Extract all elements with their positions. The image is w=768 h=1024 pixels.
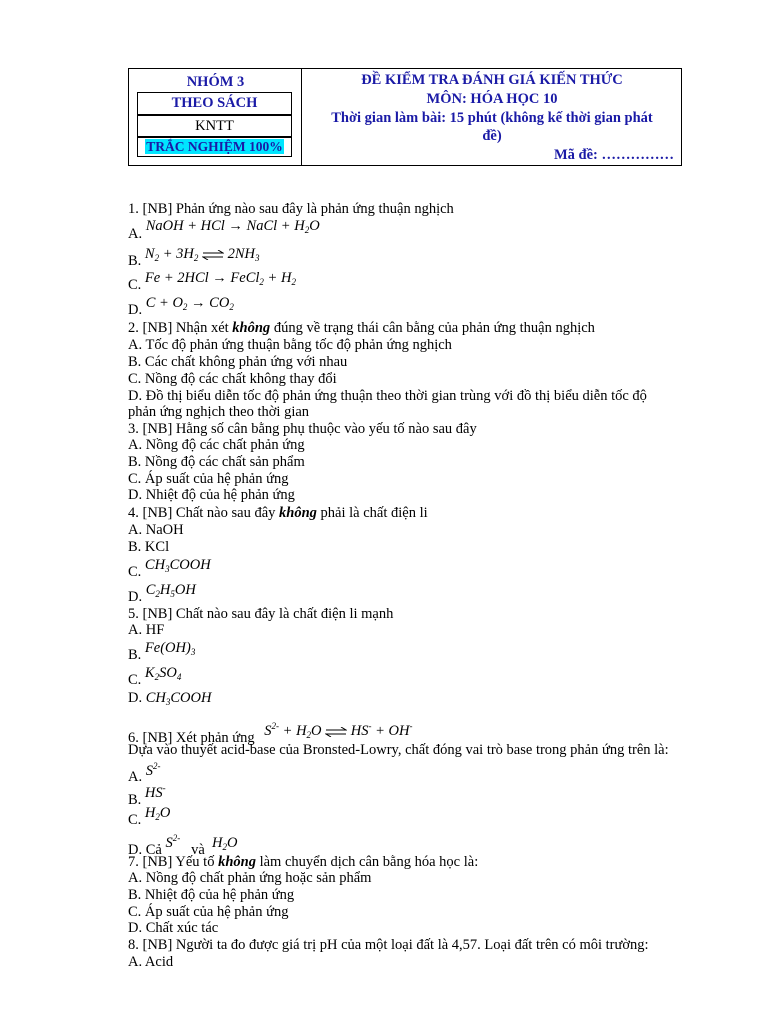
q5-stem: 5. [NB] Chất nào sau đây là chất điện li mạnh: [128, 606, 394, 622]
group-name: NHÓM 3: [186, 74, 245, 90]
q2-option-d-line1: D. Đồ thị biểu diễn tốc độ phản ứng thuận theo thời gian trùng với đồ thị biểu diễn tốc độ: [128, 388, 647, 404]
equilibrium-arrow-icon: [325, 727, 347, 737]
q2-option-d-line2: phản ứng nghịch theo thời gian: [128, 404, 310, 420]
q8-stem: 8. [NB] Người ta đo được giá trị pH của một loại đất là 4,57. Loại đất trên có môi trường:: [128, 937, 649, 953]
q1-option-d: D. $C + O_2 \to CO_2$: [128, 295, 234, 318]
q1-option-c: C. Fe + 2HCl → FeCl$_2$ + $H_2$: [128, 270, 296, 293]
q6-option-b: B. HS-: [128, 783, 166, 808]
q2-option-c: C. Nồng độ các chất không thay đổi: [128, 371, 337, 387]
q8-option-a: A. Acid: [128, 954, 174, 970]
header-left-panel: [129, 69, 302, 165]
q6-option-d: D. Cả $S^{2-}$ và $H_2O$: [128, 833, 238, 858]
q4-option-c: C. $CH_3COOH$: [128, 557, 211, 580]
q5-option-c: C. $K_2SO_4$: [128, 665, 182, 688]
q6-note: Dựa vào thuyết acid-base của Bronsted-Lowry, chất đóng vai trò base trong phản ứng trên là:: [128, 742, 669, 758]
q3-stem: 3. [NB] Hằng số cân bằng phụ thuộc vào yếu tố nào sau đây: [128, 421, 477, 437]
q1-stem: 1. [NB] Phản ứng nào sau đây là phản ứng thuận nghịch: [128, 201, 454, 217]
book-label: THEO SÁCH: [137, 92, 292, 115]
q3-option-b: B. Nồng độ các chất sản phẩm: [128, 454, 305, 470]
q1-option-a: A. NaOH + HCl → NaCl + $H_2O$: [128, 218, 320, 242]
q4-option-b: B. KCl: [128, 539, 170, 555]
q7-stem: 7. [NB] Yếu tố không làm chuyển dịch cân bằng hóa học là:: [128, 854, 479, 870]
q6-stem: 6. [NB] Xét phản ứng $S^{2-} + H_2O$ HS- + OH-: [128, 721, 413, 746]
q7-option-b: B. Nhiệt độ của hệ phản ứng: [128, 887, 295, 903]
type-badge-cell: [137, 137, 292, 157]
type-badge: TRẮC NGHIỆM 100%: [146, 139, 283, 154]
q4-option-a: A. NaOH: [128, 522, 184, 538]
q3-option-c: C. Áp suất của hệ phản ứng: [128, 471, 289, 487]
exam-title: ĐỀ KIỂM TRA ĐÁNH GIÁ KIẾN THỨC: [361, 72, 623, 88]
q1-option-b: B. $N_2 + 3H_2$ $2NH_3$: [128, 246, 260, 269]
time-line-2: đề): [482, 128, 502, 144]
q5-option-b: B. $Fe(OH)_3$: [128, 640, 196, 663]
exam-header: [128, 68, 682, 166]
time-line-1: Thời gian làm bài: 15 phút (không kế thời gian phát: [331, 110, 653, 126]
q4-option-d: D. $C_2H_5OH$: [128, 582, 196, 605]
q5-option-a: A. HF: [128, 622, 165, 638]
book-name: KNTT: [137, 115, 292, 137]
q2-stem: 2. [NB] Nhận xét không đúng về trạng thái cân bằng của phản ứng thuận nghịch: [128, 320, 595, 336]
q2-option-a: A. Tốc độ phản ứng thuận bằng tốc độ phản ứng nghịch: [128, 337, 452, 353]
header-right-panel: [302, 69, 682, 165]
q3-option-a: A. Nồng độ các chất phản ứng: [128, 437, 305, 453]
q7-option-c: C. Áp suất của hệ phản ứng: [128, 904, 289, 920]
q7-option-a: A. Nồng độ chất phản ứng hoặc sản phẩm: [128, 870, 372, 886]
q6-option-a: A. $S^{2-}$: [128, 761, 161, 785]
q6-option-c: C. $H_2O$: [128, 805, 171, 828]
exam-code: Mã đề: ……………: [553, 147, 674, 163]
q3-option-d: D. Nhiệt độ của hệ phản ứng: [128, 487, 295, 503]
q4-stem: 4. [NB] Chất nào sau đây không phải là chất điện li: [128, 505, 428, 521]
subject-line: MÔN: HÓA HỌC 10: [426, 91, 558, 107]
q2-option-b: B. Các chất không phản ứng với nhau: [128, 354, 348, 370]
q5-option-d: D. $CH_3COOH$: [128, 690, 212, 707]
q7-option-d: D. Chất xúc tác: [128, 920, 219, 936]
equilibrium-arrow-icon: [202, 250, 224, 260]
